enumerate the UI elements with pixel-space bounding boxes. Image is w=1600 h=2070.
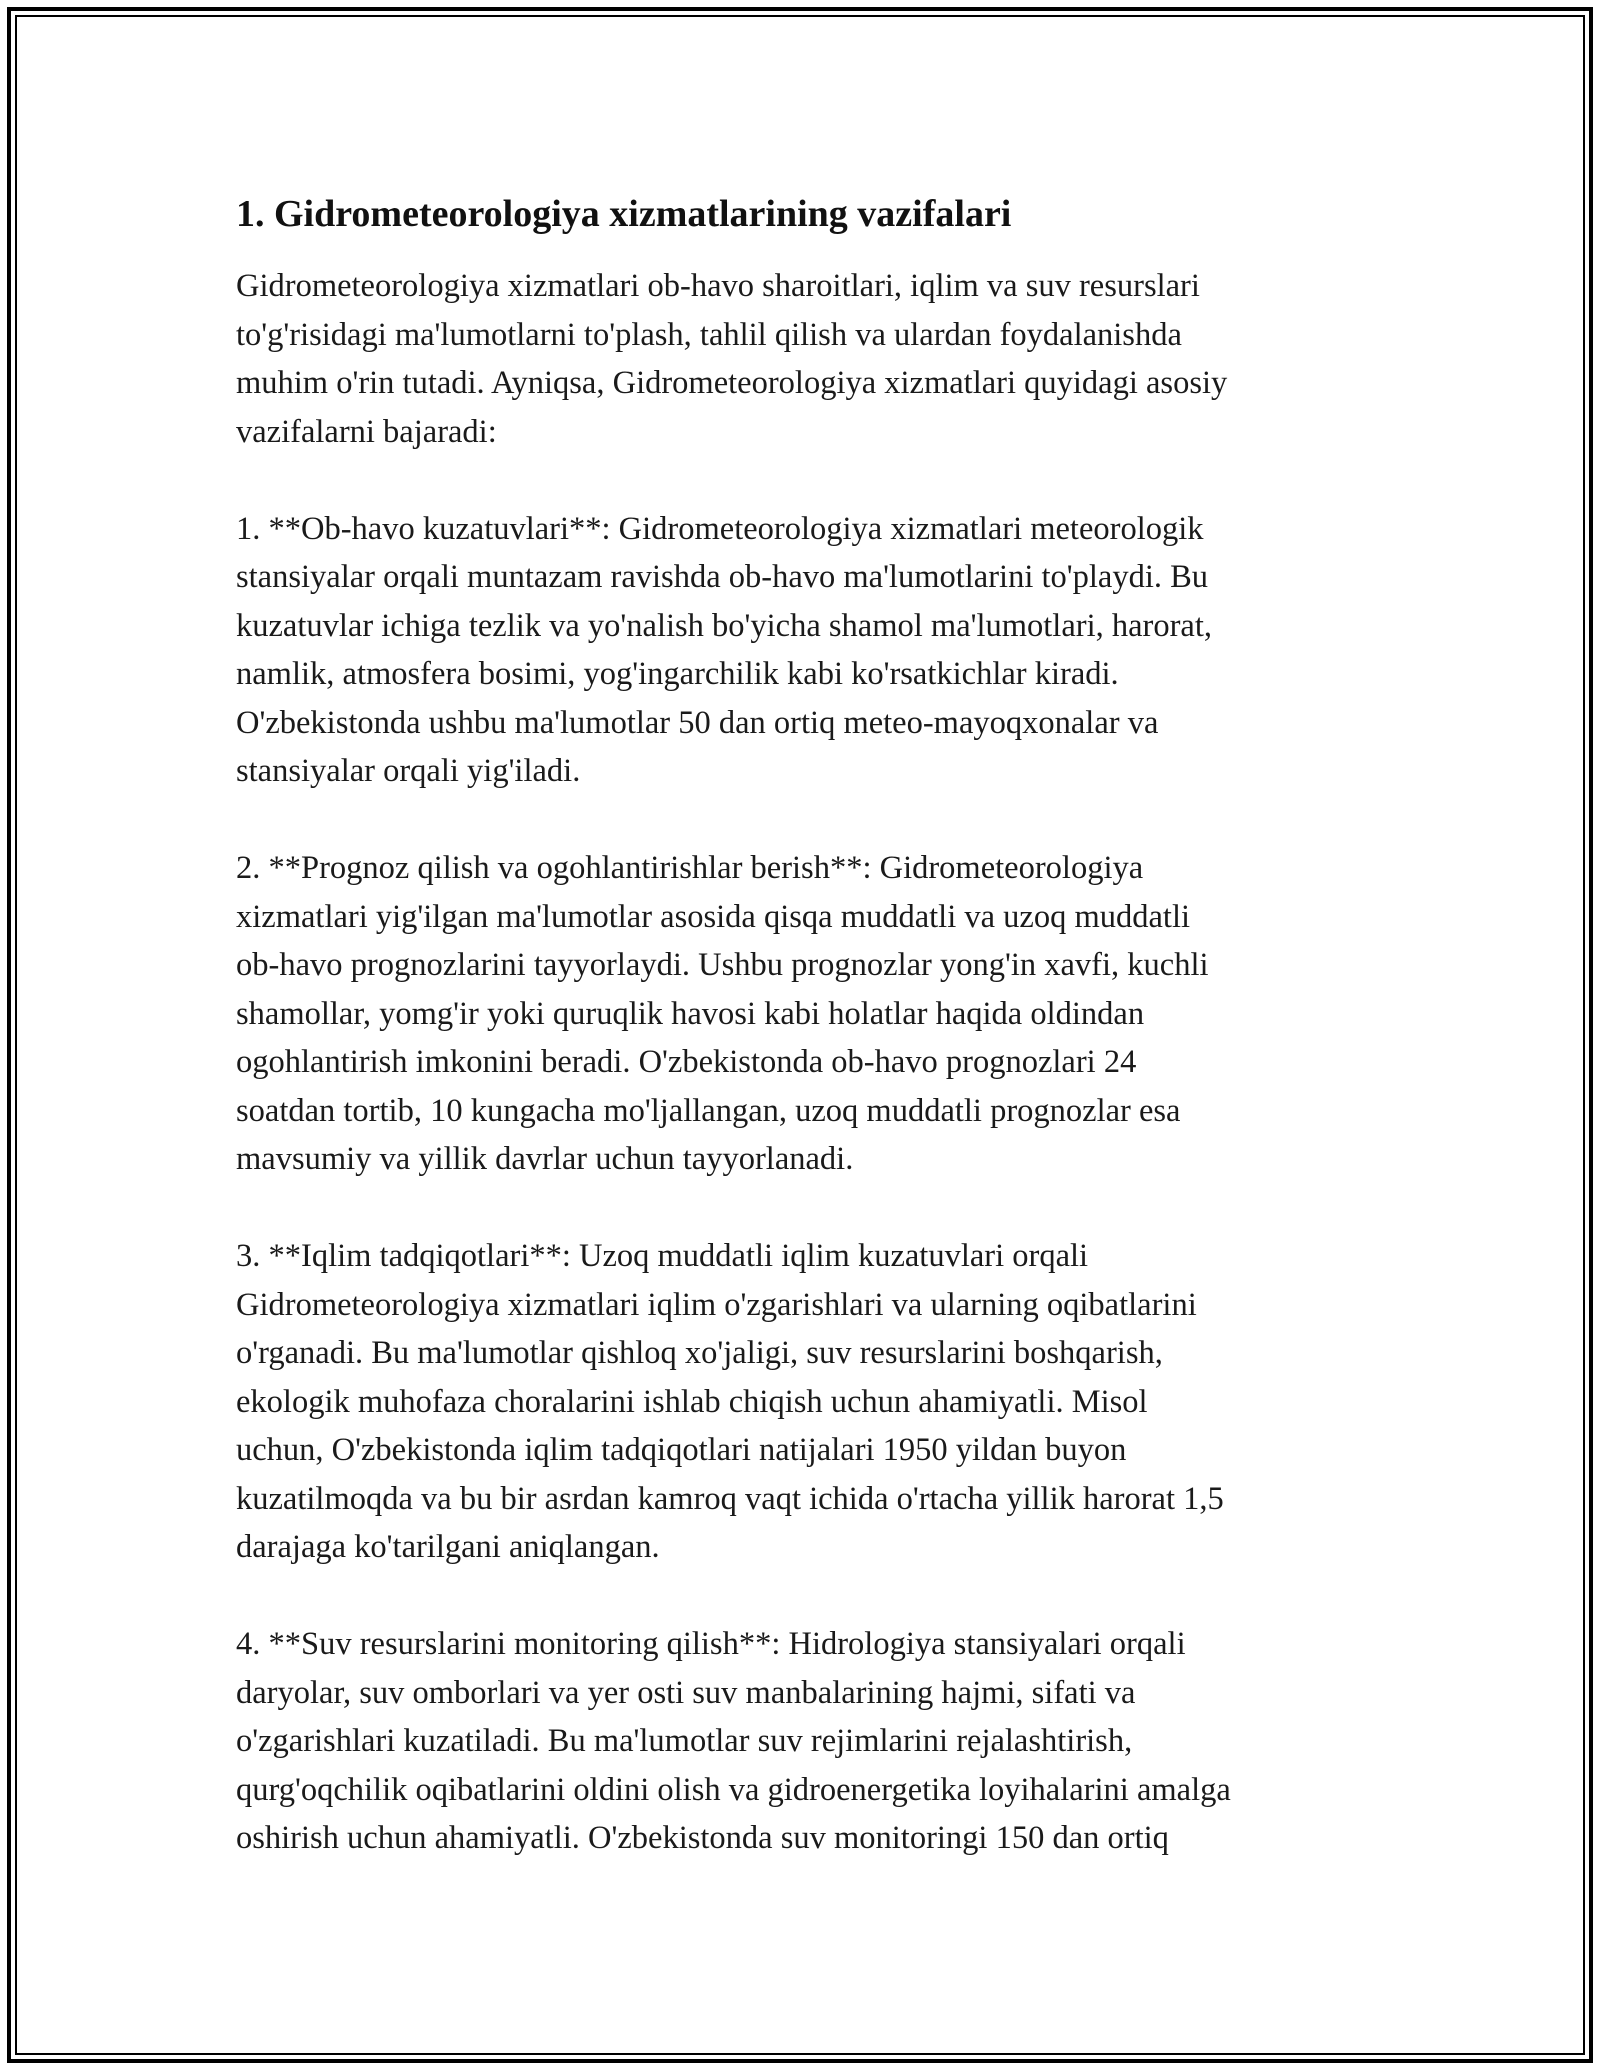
paragraph-ob-havo-kuzatuvlari: 1. **Ob-havo kuzatuvlari**: Gidrometeorologiya xizmatlari meteorologik stansiyalar orqali muntazam ravishda ob-havo ma'lumotlarini to'playdi. Bu kuzatuvlar ichiga tezlik va yo'nalish bo'yicha shamol ma'lumotlari, harorat, namlik, atmosfera bosimi, yog'ingarchilik kabi ko'rsatkichlar kiradi. O'zbekistonda ushbu ma'lumotlar 50 dan ortiq meteo-mayoqxonalar va stansiyalar orqali yig'iladi. bbox=[236, 510, 1213, 789]
section-heading: 1. Gidrometeorologiya xizmatlarining vazifalari bbox=[236, 193, 1012, 235]
paragraph-suv-resurslari-monitoring: 4. **Suv resurslarini monitoring qilish**: Hidrologiya stansiyalari orqali daryolar, suv omborlari va yer osti suv manbalarining hajmi, sifati va o'zgarishlari kuzatiladi. Bu ma'lumotlar suv rejimlarini rejalashtirish, qurg'oqchilik oqibatlarini oldini olish va gidroenergetika loyihalarini amalga oshirish uchun ahamiyatli. O'zbekistonda suv monitoringi 150 dan ortiq bbox=[236, 1626, 1231, 1856]
paragraph-prognoz-qilish: 2. **Prognoz qilish va ogohlantirishlar berish**: Gidrometeorologiya xizmatlari yig'ilgan ma'lumotlar asosida qisqa muddatli va uzoq muddatli ob-havo prognozlarini tayyorlaydi. Ushbu prognozlar yong'in xavfi, kuchli shamollar, yomg'ir yoki quruqlik havosi kabi holatlar haqida oldindan ogohlantirish imkonini beradi. O'zbekistonda ob-havo prognozlari 24 soatdan tortib, 10 kungacha mo'ljallangan, uzoq muddatli prognozlar esa mavsumiy va yillik davrlar uchun tayyorlanadi. bbox=[236, 850, 1209, 1177]
document-body bbox=[236, 186, 1366, 1911]
paragraph-iqlim-tadqiqotlari: 3. **Iqlim tadqiqotlari**: Uzoq muddatli iqlim kuzatuvlari orqali Gidrometeorologiya xizmatlari iqlim o'zgarishlari va ularning oqibatlarini o'rganadi. Bu ma'lumotlar qishloq xo'jaligi, suv resurslarini boshqarish, ekologik muhofaza choralarini ishlab chiqish uchun ahamiyatli. Misol uchun, O'zbekistonda iqlim tadqiqotlari natijalari 1950 yildan buyon kuzatilmoqda va bu bir asrdan kamroq vaqt ichida o'rtacha yillik harorat 1,5 darajaga ko'tarilgani aniqlangan. bbox=[236, 1238, 1224, 1565]
intro-paragraph: Gidrometeorologiya xizmatlari ob-havo sharoitlari, iqlim va suv resurslari to'g'risidagi ma'lumotlarni to'plash, tahlil qilish va ulardan foydalanishda muhim o'rin tutadi. Ayniqsa, Gidrometeorologiya xizmatlari quyidagi asosiy vazifalarni bajaradi: bbox=[236, 268, 1228, 450]
